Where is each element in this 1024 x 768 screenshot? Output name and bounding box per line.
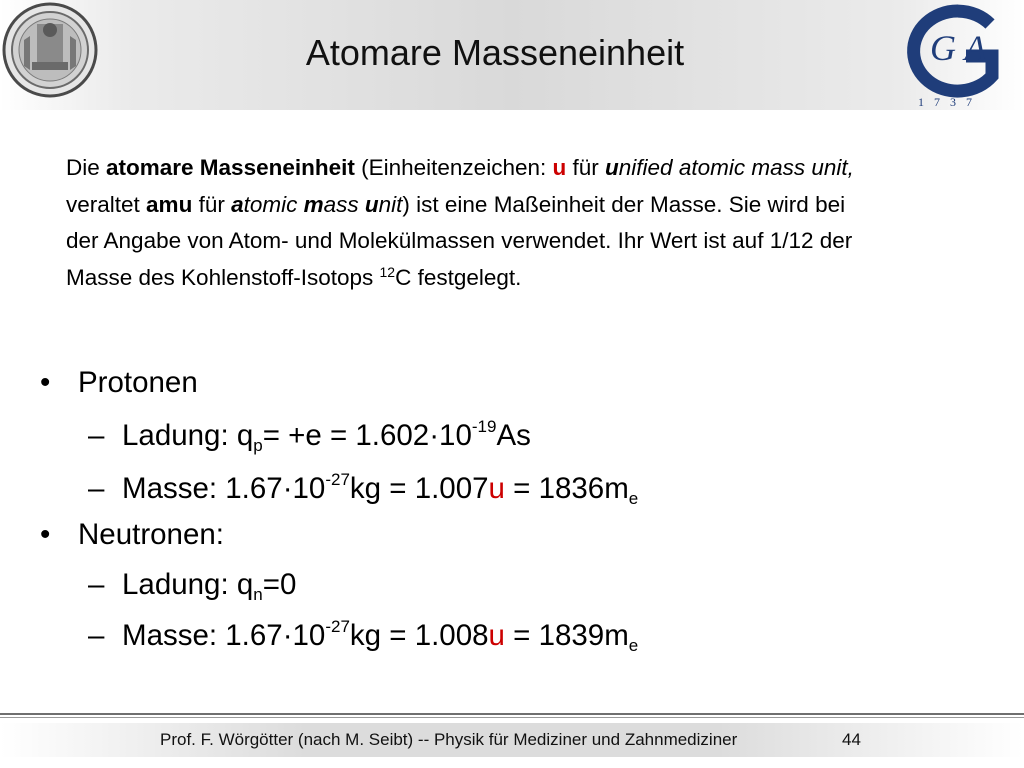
dash-marker: – <box>88 619 105 652</box>
intro-paragraph: Die atomare Masseneinheit (Einheitenzeichen: u für unified atomic mass unit, veraltet amu für atomic mass unit) ist eine Maßeinheit der Masse. Sie wird bei der Angabe von Atom- und Molekülmassen verwendet. Ihr Wert ist auf 1/12 der Masse des Kohlenstoff-Isotops $^{12}$C festgelegt. <box>66 155 854 290</box>
bullet-label: Neutronen: <box>78 518 224 551</box>
footer-divider <box>0 713 1024 715</box>
footer-divider-thin <box>0 717 1024 718</box>
formula-text: Masse: $1.67\cdot 10^{-27}kg = 1.008u = 1839m_e$ <box>122 617 639 655</box>
dash-marker: – <box>88 472 105 505</box>
bullet-marker: • <box>40 366 51 399</box>
footer-text: Prof. F. Wörgötter (nach M. Seibt) -- Physik für Mediziner und Zahnmediziner <box>160 730 738 749</box>
bullet-marker: • <box>40 518 51 551</box>
formula-text: Ladung: $q_p= +e = 1.602\cdot 10^{-19}As$ <box>122 417 531 455</box>
logo-letters: G A <box>930 28 987 68</box>
footer <box>0 723 1024 757</box>
formula-text: Masse: $1.67\cdot 10^{-27}kg = 1.007u = 1836m_e$ <box>122 470 639 508</box>
page-number: 44 <box>842 730 861 749</box>
logo-year: 1737 <box>918 95 982 109</box>
formula-text: Ladung: $q_n=0$ <box>122 568 297 604</box>
bullet-label: Protonen <box>78 366 198 399</box>
slide-title: Atomare Masseneinheit <box>305 32 685 73</box>
dash-marker: – <box>88 568 105 601</box>
dash-marker: – <box>88 419 105 452</box>
